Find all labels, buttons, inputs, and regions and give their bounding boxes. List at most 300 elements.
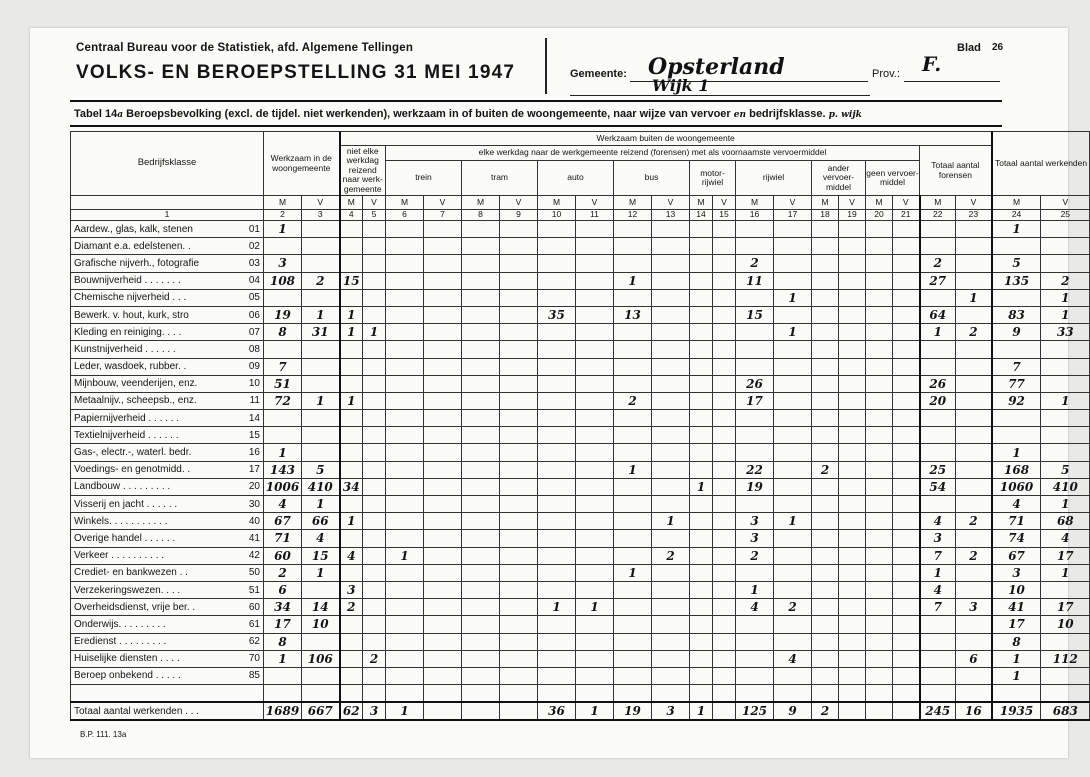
data-cell	[614, 444, 652, 461]
row-label-cell	[71, 461, 264, 478]
data-cell	[956, 530, 992, 547]
data-cell	[774, 530, 812, 547]
data-cell	[538, 530, 576, 547]
data-cell	[500, 599, 538, 616]
data-cell	[1041, 358, 1090, 375]
data-cell	[614, 478, 652, 495]
data-cell	[812, 375, 839, 392]
row-label-cell	[71, 547, 264, 564]
data-cell	[538, 633, 576, 650]
data-cell	[713, 496, 736, 513]
data-cell	[424, 667, 462, 684]
row-label: Chemische nijverheid . . .	[74, 292, 187, 304]
data-cell	[893, 513, 920, 530]
data-cell: 2	[302, 272, 340, 289]
data-cell: 2	[1041, 272, 1090, 289]
row-label: Bewerk. v. hout, kurk, stro	[74, 309, 189, 321]
data-cell	[424, 221, 462, 238]
data-cell	[774, 341, 812, 358]
data-cell	[462, 513, 500, 530]
data-cell	[576, 564, 614, 581]
data-cell	[866, 410, 893, 427]
column-number: 24	[992, 210, 1041, 221]
data-cell	[866, 221, 893, 238]
data-cell	[1041, 255, 1090, 272]
data-cell	[736, 444, 774, 461]
data-cell	[340, 341, 363, 358]
data-cell: 3	[736, 530, 774, 547]
data-cell	[302, 289, 340, 306]
data-cell	[812, 272, 839, 289]
data-cell	[340, 255, 363, 272]
data-cell	[363, 633, 386, 650]
data-cell	[652, 427, 690, 444]
data-cell: 667	[302, 702, 340, 720]
data-cell	[424, 306, 462, 323]
data-cell	[538, 547, 576, 564]
data-cell: 4	[1041, 530, 1090, 547]
data-cell	[386, 667, 424, 684]
data-cell	[652, 564, 690, 581]
data-cell	[690, 306, 713, 323]
data-cell	[893, 633, 920, 650]
data-cell	[920, 238, 956, 255]
data-cell	[956, 581, 992, 598]
row-code: 30	[248, 498, 260, 510]
data-cell: 2	[812, 702, 839, 720]
table-title-prefix: Tabel 14	[74, 108, 118, 120]
data-cell	[652, 410, 690, 427]
data-cell	[920, 667, 956, 684]
niet-elke-werkdag-header: niet elke werkdag reizend naar werk-gemeente	[340, 146, 386, 196]
data-cell: 5	[302, 461, 340, 478]
data-cell	[812, 410, 839, 427]
data-cell	[340, 410, 363, 427]
data-cell	[386, 496, 424, 513]
table-row	[71, 272, 1090, 289]
data-cell	[866, 530, 893, 547]
data-cell: 3	[340, 581, 363, 598]
v-header: V	[363, 196, 386, 210]
v-header: V	[774, 196, 812, 210]
data-cell: 1	[340, 513, 363, 530]
data-cell: 54	[920, 478, 956, 495]
data-cell	[500, 513, 538, 530]
data-cell: 1	[538, 599, 576, 616]
data-cell	[1041, 375, 1090, 392]
data-cell	[866, 478, 893, 495]
table-row	[71, 496, 1090, 513]
data-cell	[920, 221, 956, 238]
m-header: M	[690, 196, 713, 210]
data-cell	[839, 496, 866, 513]
data-cell	[956, 633, 992, 650]
data-cell	[690, 564, 713, 581]
data-cell	[1041, 444, 1090, 461]
data-cell	[774, 461, 812, 478]
row-code: 05	[248, 292, 260, 304]
data-cell	[576, 496, 614, 513]
data-cell	[839, 702, 866, 720]
data-cell	[614, 667, 652, 684]
data-cell: 1935	[992, 702, 1041, 720]
data-cell	[920, 496, 956, 513]
data-cell	[713, 530, 736, 547]
data-cell	[652, 255, 690, 272]
data-cell	[500, 667, 538, 684]
data-cell	[363, 221, 386, 238]
data-cell: 4	[992, 496, 1041, 513]
data-cell: 11	[736, 272, 774, 289]
data-cell: 67	[264, 513, 302, 530]
data-cell	[340, 564, 363, 581]
row-label-cell	[71, 255, 264, 272]
data-cell: 2	[956, 324, 992, 341]
wijk-value: Wijk 1	[652, 76, 710, 95]
data-cell	[538, 427, 576, 444]
data-cell: 7	[992, 358, 1041, 375]
data-cell	[264, 341, 302, 358]
data-cell: 4	[264, 496, 302, 513]
data-cell	[839, 513, 866, 530]
row-code: 51	[248, 584, 260, 596]
auto-header: auto	[538, 161, 614, 196]
data-cell	[812, 444, 839, 461]
data-cell	[992, 289, 1041, 306]
data-cell	[690, 581, 713, 598]
table-row	[71, 255, 1090, 272]
data-table	[70, 131, 1090, 721]
data-cell: 135	[992, 272, 1041, 289]
data-cell	[652, 289, 690, 306]
bureau-name: Centraal Bureau voor de Statistiek, afd. Algemene Tellingen	[76, 42, 414, 54]
spacer-cell	[614, 685, 652, 703]
data-cell	[340, 221, 363, 238]
data-cell	[576, 650, 614, 667]
data-cell	[690, 324, 713, 341]
data-cell: 3	[992, 564, 1041, 581]
data-cell	[1041, 410, 1090, 427]
data-cell	[652, 599, 690, 616]
data-cell: 19	[736, 478, 774, 495]
row-label-cell	[71, 616, 264, 633]
mv-header-row	[71, 196, 1090, 210]
data-cell	[690, 289, 713, 306]
column-number: 19	[839, 210, 866, 221]
column-number: 22	[920, 210, 956, 221]
data-cell	[866, 272, 893, 289]
data-cell	[866, 358, 893, 375]
data-cell	[920, 341, 956, 358]
row-code: 40	[248, 515, 260, 527]
data-cell	[713, 650, 736, 667]
table-row	[71, 324, 1090, 341]
data-cell	[812, 324, 839, 341]
data-cell	[713, 272, 736, 289]
data-cell	[839, 341, 866, 358]
data-cell: 410	[302, 478, 340, 495]
data-cell	[500, 530, 538, 547]
data-cell: 4	[340, 547, 363, 564]
data-cell	[363, 599, 386, 616]
data-cell: 1689	[264, 702, 302, 720]
data-cell: 1	[302, 496, 340, 513]
data-cell	[340, 461, 363, 478]
data-cell	[576, 255, 614, 272]
data-cell	[302, 667, 340, 684]
row-code: 85	[248, 670, 260, 682]
row-label: Onderwijs. . . . . . . . .	[74, 618, 166, 630]
data-cell	[386, 616, 424, 633]
data-cell	[576, 375, 614, 392]
data-cell	[386, 650, 424, 667]
data-cell: 67	[992, 547, 1041, 564]
data-cell: 1	[340, 324, 363, 341]
column-number: 5	[363, 210, 386, 221]
data-cell: 1	[264, 650, 302, 667]
data-cell: 8	[264, 324, 302, 341]
data-cell: 19	[264, 306, 302, 323]
data-cell: 6	[264, 581, 302, 598]
data-cell: 1	[1041, 289, 1090, 306]
data-cell	[500, 392, 538, 409]
m-header: M	[462, 196, 500, 210]
data-cell	[500, 547, 538, 564]
data-cell	[774, 633, 812, 650]
data-cell	[363, 410, 386, 427]
data-cell	[652, 633, 690, 650]
data-cell	[713, 444, 736, 461]
data-cell	[363, 547, 386, 564]
column-number: 10	[538, 210, 576, 221]
data-cell: 13	[614, 306, 652, 323]
data-cell	[713, 478, 736, 495]
data-cell	[614, 650, 652, 667]
data-cell	[462, 496, 500, 513]
data-cell	[956, 616, 992, 633]
v-header: V	[500, 196, 538, 210]
m-header: M	[992, 196, 1041, 210]
row-code: 14	[248, 412, 260, 424]
row-label-cell	[71, 272, 264, 289]
data-cell	[893, 667, 920, 684]
data-cell	[538, 444, 576, 461]
table-row	[71, 289, 1090, 306]
data-cell	[812, 358, 839, 375]
data-cell	[462, 324, 500, 341]
data-cell	[363, 444, 386, 461]
row-label: Grafische nijverh., fotografie	[74, 257, 200, 269]
data-cell	[956, 410, 992, 427]
data-cell	[363, 667, 386, 684]
data-cell	[462, 564, 500, 581]
data-cell	[839, 375, 866, 392]
table-row	[71, 667, 1090, 684]
data-cell	[363, 478, 386, 495]
data-cell	[424, 461, 462, 478]
data-cell	[462, 461, 500, 478]
data-cell	[538, 650, 576, 667]
data-cell	[866, 461, 893, 478]
data-cell: 22	[736, 461, 774, 478]
data-cell	[690, 547, 713, 564]
data-cell	[424, 530, 462, 547]
data-cell: 1	[386, 547, 424, 564]
data-cell: 2	[774, 599, 812, 616]
data-cell	[992, 427, 1041, 444]
row-label-cell	[71, 289, 264, 306]
row-code: 11	[249, 395, 260, 407]
data-cell	[386, 272, 424, 289]
row-label: Winkels. . . . . . . . . . .	[74, 515, 168, 527]
data-cell: 36	[538, 702, 576, 720]
total-row	[71, 702, 1090, 720]
data-cell: 6	[956, 650, 992, 667]
data-cell	[736, 616, 774, 633]
data-cell: 168	[992, 461, 1041, 478]
data-cell	[893, 547, 920, 564]
data-cell: 2	[264, 564, 302, 581]
column-number: 15	[713, 210, 736, 221]
data-cell: 1	[264, 221, 302, 238]
data-cell: 17	[992, 616, 1041, 633]
data-cell	[652, 444, 690, 461]
data-cell	[576, 461, 614, 478]
data-cell	[839, 238, 866, 255]
data-cell	[264, 410, 302, 427]
data-cell: 17	[736, 392, 774, 409]
data-cell: 1	[576, 702, 614, 720]
row-label: Textielnijverheid . . . . . .	[74, 429, 179, 441]
row-label-cell	[71, 324, 264, 341]
data-cell	[538, 289, 576, 306]
data-cell: 10	[992, 581, 1041, 598]
table-row	[71, 461, 1090, 478]
data-cell	[302, 633, 340, 650]
data-cell	[713, 581, 736, 598]
data-cell	[956, 392, 992, 409]
data-cell	[866, 238, 893, 255]
data-cell	[893, 341, 920, 358]
data-cell	[690, 667, 713, 684]
v-header: V	[893, 196, 920, 210]
data-cell	[812, 616, 839, 633]
data-cell: 3	[264, 255, 302, 272]
data-cell	[812, 581, 839, 598]
data-cell	[363, 513, 386, 530]
data-cell	[462, 633, 500, 650]
column-number: 18	[812, 210, 839, 221]
row-label: Overige handel . . . . . .	[74, 532, 176, 544]
data-cell: 1	[363, 324, 386, 341]
data-cell	[652, 616, 690, 633]
data-cell	[614, 513, 652, 530]
data-cell	[614, 221, 652, 238]
data-cell	[866, 496, 893, 513]
row-label: Eredienst . . . . . . . . .	[74, 636, 167, 648]
table-body	[71, 221, 1090, 721]
spacer-cell	[1041, 685, 1090, 703]
row-label: Beroep onbekend . . . . .	[74, 670, 181, 682]
data-cell	[538, 221, 576, 238]
column-number: 12	[614, 210, 652, 221]
data-cell: 2	[363, 650, 386, 667]
data-cell: 1	[992, 667, 1041, 684]
data-cell	[866, 633, 893, 650]
data-cell: 1060	[992, 478, 1041, 495]
trein-header: trein	[386, 161, 462, 196]
data-cell	[920, 633, 956, 650]
data-cell: 1	[652, 513, 690, 530]
data-cell	[866, 427, 893, 444]
data-cell: 1	[1041, 496, 1090, 513]
data-cell	[424, 427, 462, 444]
data-cell	[839, 530, 866, 547]
data-cell: 25	[920, 461, 956, 478]
data-cell	[713, 221, 736, 238]
data-cell	[839, 616, 866, 633]
data-cell	[424, 410, 462, 427]
spacer-cell	[713, 685, 736, 703]
data-cell: 68	[1041, 513, 1090, 530]
data-cell	[302, 410, 340, 427]
data-cell	[363, 375, 386, 392]
row-code: 41	[248, 532, 260, 544]
spacer-cell	[363, 685, 386, 703]
spacer-cell	[992, 685, 1041, 703]
row-code: 16	[248, 447, 260, 459]
m-header: M	[538, 196, 576, 210]
spacer-cell	[386, 685, 424, 703]
row-label-cell	[71, 650, 264, 667]
data-cell	[424, 564, 462, 581]
data-cell: 112	[1041, 650, 1090, 667]
spacer-cell	[812, 685, 839, 703]
spacer-cell	[652, 685, 690, 703]
data-cell: 17	[264, 616, 302, 633]
column-number: 9	[500, 210, 538, 221]
data-cell	[713, 547, 736, 564]
data-cell	[866, 444, 893, 461]
data-cell	[386, 306, 424, 323]
data-cell	[462, 427, 500, 444]
data-cell	[386, 513, 424, 530]
gemeente-label: Gemeente:	[570, 68, 627, 80]
data-cell	[866, 375, 893, 392]
spacer-cell	[839, 685, 866, 703]
spacer-cell	[538, 685, 576, 703]
data-cell: 71	[264, 530, 302, 547]
data-cell	[462, 530, 500, 547]
data-cell	[424, 289, 462, 306]
data-cell	[690, 650, 713, 667]
data-cell	[363, 358, 386, 375]
blad-label: Blad	[957, 42, 981, 54]
data-cell: 1	[264, 444, 302, 461]
data-cell	[386, 461, 424, 478]
table-title-tail: p. wijk	[828, 110, 862, 120]
data-cell	[614, 255, 652, 272]
data-cell: 1	[774, 324, 812, 341]
prov-line	[904, 81, 1000, 82]
data-cell	[893, 410, 920, 427]
data-cell	[713, 341, 736, 358]
row-code: 70	[248, 653, 260, 665]
data-cell	[302, 221, 340, 238]
data-cell	[462, 238, 500, 255]
data-cell: 15	[736, 306, 774, 323]
data-cell	[340, 667, 363, 684]
